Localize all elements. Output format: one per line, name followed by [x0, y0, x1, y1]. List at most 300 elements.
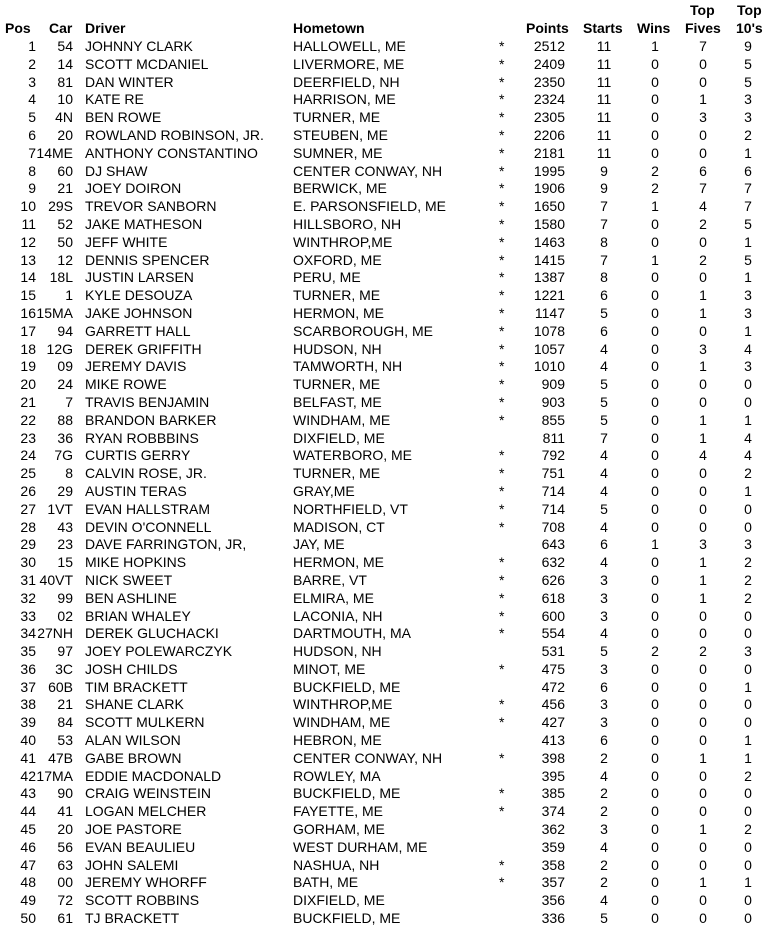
- cell-wins: 0: [651, 269, 659, 286]
- cell-top-fives: 0: [699, 269, 707, 286]
- cell-top-fives: 0: [699, 660, 707, 677]
- cell-wins: 0: [651, 340, 659, 357]
- cell-top-fives: 0: [699, 838, 707, 855]
- cell-car: 15MA: [36, 304, 73, 321]
- table-row: [0, 412, 770, 430]
- cell-driver: SHANE CLARK: [85, 696, 184, 713]
- cell-car: 21: [57, 696, 73, 713]
- cell-pos: 16: [20, 304, 36, 321]
- cell-points: 1221: [533, 287, 565, 304]
- cell-top-fives: 0: [699, 73, 707, 90]
- cell-wins: 0: [651, 376, 659, 393]
- cell-pos: 32: [20, 589, 36, 606]
- cell-top-fives: 4: [699, 198, 707, 215]
- cell-points: 855: [541, 411, 565, 428]
- cell-pos: 9: [28, 180, 36, 197]
- cell-starts: 3: [600, 660, 608, 677]
- cell-points: 1010: [533, 358, 565, 375]
- table-body: [0, 38, 770, 928]
- header-wins: Wins: [637, 20, 671, 36]
- cell-wins: 0: [651, 109, 659, 126]
- cell-top-tens: 0: [744, 803, 752, 820]
- cell-wins: 0: [651, 856, 659, 873]
- cell-mark: *: [499, 589, 505, 606]
- cell-car: 09: [57, 358, 73, 375]
- cell-driver: RYAN ROBBBINS: [85, 429, 199, 446]
- cell-points: 395: [541, 767, 565, 784]
- cell-hometown: DEERFIELD, NH: [293, 73, 400, 90]
- cell-starts: 3: [600, 696, 608, 713]
- cell-pos: 17: [20, 322, 36, 339]
- cell-car: 8: [65, 465, 73, 482]
- cell-car: 20: [57, 126, 73, 143]
- cell-mark: *: [499, 162, 505, 179]
- table-row: [0, 252, 770, 270]
- cell-driver: MIKE ROWE: [85, 376, 167, 393]
- cell-hometown: BUCKFIELD, ME: [293, 910, 401, 927]
- cell-top-tens: 1: [744, 322, 752, 339]
- cell-top-fives: 0: [699, 625, 707, 642]
- table-row: [0, 198, 770, 216]
- cell-wins: 2: [651, 180, 659, 197]
- cell-pos: 6: [28, 126, 36, 143]
- table-row: [0, 109, 770, 127]
- cell-car: 18L: [49, 269, 73, 286]
- cell-top-tens: 2: [744, 821, 752, 838]
- cell-top-fives: 1: [699, 749, 707, 766]
- cell-top-tens: 0: [744, 393, 752, 410]
- cell-starts: 11: [596, 144, 612, 161]
- cell-wins: 0: [651, 714, 659, 731]
- cell-mark: *: [499, 447, 505, 464]
- cell-wins: 0: [651, 393, 659, 410]
- cell-starts: 3: [600, 821, 608, 838]
- cell-points: 626: [541, 571, 565, 588]
- cell-pos: 5: [28, 109, 36, 126]
- cell-top-fives: 6: [699, 162, 707, 179]
- cell-points: 374: [541, 803, 565, 820]
- cell-points: 2181: [533, 144, 565, 161]
- cell-top-tens: 1: [744, 732, 752, 749]
- cell-top-tens: 4: [744, 429, 752, 446]
- cell-hometown: FAYETTE, ME: [293, 803, 383, 820]
- table-row: [0, 785, 770, 803]
- cell-starts: 5: [600, 910, 608, 927]
- cell-car: 29S: [48, 198, 73, 215]
- cell-wins: 0: [651, 518, 659, 535]
- cell-car: 81: [57, 73, 73, 90]
- cell-pos: 19: [20, 358, 36, 375]
- cell-pos: 1: [28, 38, 36, 54]
- cell-pos: 26: [20, 482, 36, 499]
- cell-car: 02: [57, 607, 73, 624]
- cell-points: 2305: [533, 109, 565, 126]
- table-row: [0, 358, 770, 376]
- cell-top-tens: 0: [744, 785, 752, 802]
- cell-starts: 6: [600, 287, 608, 304]
- cell-starts: 4: [600, 767, 608, 784]
- cell-pos: 29: [20, 536, 36, 553]
- cell-points: 1415: [533, 251, 565, 268]
- cell-top-tens: 3: [744, 304, 752, 321]
- table-row: [0, 163, 770, 181]
- cell-mark: *: [499, 696, 505, 713]
- cell-pos: 37: [20, 678, 36, 695]
- cell-pos: 45: [20, 821, 36, 838]
- cell-wins: 0: [651, 874, 659, 891]
- header-starts: Starts: [583, 20, 623, 36]
- header-driver: Driver: [85, 20, 126, 36]
- cell-top-fives: 0: [699, 607, 707, 624]
- cell-points: 2206: [533, 126, 565, 143]
- cell-starts: 9: [600, 162, 608, 179]
- table-row: [0, 519, 770, 537]
- table-row: [0, 803, 770, 821]
- header-top-fives-line1: Top: [690, 2, 715, 18]
- cell-pos: 24: [20, 447, 36, 464]
- cell-hometown: WINDHAM, ME: [293, 411, 391, 428]
- cell-top-fives: 7: [699, 180, 707, 197]
- cell-driver: DEVIN O'CONNELL: [85, 518, 212, 535]
- cell-points: 362: [541, 821, 565, 838]
- cell-top-fives: 0: [699, 714, 707, 731]
- cell-points: 2324: [533, 91, 565, 108]
- cell-wins: 1: [651, 198, 659, 215]
- cell-pos: 47: [20, 856, 36, 873]
- cell-hometown: WINTHROP,ME: [293, 696, 393, 713]
- cell-driver: ANTHONY CONSTANTINO: [85, 144, 258, 161]
- cell-wins: 0: [651, 749, 659, 766]
- cell-car: 60B: [48, 678, 73, 695]
- cell-starts: 4: [600, 554, 608, 571]
- cell-mark: *: [499, 55, 505, 72]
- cell-starts: 11: [596, 91, 612, 108]
- cell-driver: JOEY DOIRON: [85, 180, 182, 197]
- cell-top-tens: 0: [744, 838, 752, 855]
- cell-hometown: SCARBOROUGH, ME: [293, 322, 434, 339]
- cell-points: 600: [541, 607, 565, 624]
- cell-starts: 5: [600, 376, 608, 393]
- cell-driver: BEN ASHLINE: [85, 589, 177, 606]
- cell-points: 1463: [533, 233, 565, 250]
- cell-driver: JUSTIN LARSEN: [85, 269, 194, 286]
- cell-points: 357: [541, 874, 565, 891]
- cell-car: 43: [57, 518, 73, 535]
- cell-driver: SCOTT ROBBINS: [85, 892, 200, 909]
- cell-pos: 30: [20, 554, 36, 571]
- cell-mark: *: [499, 393, 505, 410]
- cell-hometown: HARRISON, ME: [293, 91, 396, 108]
- cell-top-tens: 2: [744, 554, 752, 571]
- cell-pos: 40: [20, 732, 36, 749]
- table-row: [0, 38, 770, 56]
- cell-hometown: WINDHAM, ME: [293, 714, 391, 731]
- cell-pos: 41: [20, 749, 36, 766]
- cell-car: 29: [57, 482, 73, 499]
- table-row: [0, 447, 770, 465]
- table-row: [0, 661, 770, 679]
- cell-points: 1057: [533, 340, 565, 357]
- cell-driver: CALVIN ROSE, JR.: [85, 465, 207, 482]
- cell-points: 472: [541, 678, 565, 695]
- cell-mark: *: [499, 500, 505, 517]
- cell-car: 1: [65, 287, 73, 304]
- cell-starts: 2: [600, 803, 608, 820]
- cell-top-fives: 0: [699, 803, 707, 820]
- header-points: Points: [526, 20, 569, 36]
- cell-driver: JOHNNY CLARK: [85, 38, 193, 54]
- cell-wins: 0: [651, 785, 659, 802]
- cell-wins: 0: [651, 625, 659, 642]
- table-row: [0, 305, 770, 323]
- cell-car: 72: [57, 892, 73, 909]
- cell-wins: 0: [651, 322, 659, 339]
- cell-pos: 42: [20, 767, 36, 784]
- cell-top-fives: 2: [699, 251, 707, 268]
- cell-wins: 1: [651, 251, 659, 268]
- cell-starts: 3: [600, 589, 608, 606]
- table-row: [0, 180, 770, 198]
- cell-top-fives: 2: [699, 215, 707, 232]
- cell-starts: 5: [600, 500, 608, 517]
- cell-points: 398: [541, 749, 565, 766]
- cell-car: 63: [57, 856, 73, 873]
- cell-top-fives: 3: [699, 109, 707, 126]
- table-row: [0, 910, 770, 928]
- table-header: [0, 0, 770, 38]
- cell-top-fives: 0: [699, 910, 707, 927]
- cell-car: 14: [57, 55, 73, 72]
- table-row: [0, 323, 770, 341]
- cell-top-fives: 0: [699, 482, 707, 499]
- cell-starts: 7: [600, 251, 608, 268]
- cell-driver: KYLE DESOUZA: [85, 287, 193, 304]
- cell-points: 2409: [533, 55, 565, 72]
- cell-starts: 2: [600, 749, 608, 766]
- cell-top-tens: 0: [744, 892, 752, 909]
- cell-pos: 10: [20, 198, 36, 215]
- cell-top-fives: 1: [699, 589, 707, 606]
- cell-hometown: BELFAST, ME: [293, 393, 382, 410]
- cell-hometown: MINOT, ME: [293, 660, 366, 677]
- table-row: [0, 625, 770, 643]
- cell-car: 54: [57, 38, 73, 54]
- cell-starts: 6: [600, 322, 608, 339]
- cell-car: 36: [57, 429, 73, 446]
- table-row: [0, 341, 770, 359]
- cell-hometown: JAY, ME: [293, 536, 345, 553]
- cell-mark: *: [499, 714, 505, 731]
- cell-starts: 7: [600, 198, 608, 215]
- cell-driver: GABE BROWN: [85, 749, 182, 766]
- cell-driver: JEREMY WHORFF: [85, 874, 207, 891]
- cell-starts: 4: [600, 340, 608, 357]
- header-top-tens-line1: Top: [737, 2, 762, 18]
- cell-points: 1995: [533, 162, 565, 179]
- cell-points: 1906: [533, 180, 565, 197]
- cell-mark: *: [499, 126, 505, 143]
- cell-points: 554: [541, 625, 565, 642]
- cell-mark: *: [499, 518, 505, 535]
- cell-starts: 7: [600, 215, 608, 232]
- cell-mark: *: [499, 625, 505, 642]
- header-car: Car: [49, 20, 73, 36]
- cell-pos: 36: [20, 660, 36, 677]
- cell-starts: 7: [600, 429, 608, 446]
- cell-starts: 2: [600, 874, 608, 891]
- table-row: [0, 483, 770, 501]
- cell-top-fives: 0: [699, 892, 707, 909]
- table-row: [0, 714, 770, 732]
- table-row: [0, 234, 770, 252]
- cell-driver: EVAN HALLSTRAM: [85, 500, 210, 517]
- cell-car: 27NH: [37, 625, 73, 642]
- cell-mark: *: [499, 180, 505, 197]
- cell-wins: 1: [651, 536, 659, 553]
- cell-wins: 0: [651, 287, 659, 304]
- header-pos: Pos: [5, 20, 31, 36]
- cell-starts: 9: [600, 180, 608, 197]
- cell-pos: 48: [20, 874, 36, 891]
- cell-wins: 0: [651, 55, 659, 72]
- cell-points: 792: [541, 447, 565, 464]
- cell-points: 1387: [533, 269, 565, 286]
- cell-pos: 4: [28, 91, 36, 108]
- cell-wins: 0: [651, 447, 659, 464]
- table-row: [0, 643, 770, 661]
- cell-hometown: MADISON, CT: [293, 518, 385, 535]
- cell-mark: *: [499, 554, 505, 571]
- table-row: [0, 287, 770, 305]
- cell-points: 714: [541, 500, 565, 517]
- cell-top-fives: 0: [699, 376, 707, 393]
- cell-car: 99: [57, 589, 73, 606]
- cell-hometown: HUDSON, NH: [293, 643, 382, 660]
- cell-top-tens: 0: [744, 607, 752, 624]
- cell-top-fives: 3: [699, 536, 707, 553]
- cell-top-fives: 1: [699, 571, 707, 588]
- cell-top-tens: 5: [744, 215, 752, 232]
- header-hometown: Hometown: [293, 20, 365, 36]
- cell-points: 714: [541, 482, 565, 499]
- cell-top-tens: 2: [744, 465, 752, 482]
- table-row: [0, 839, 770, 857]
- cell-driver: BEN ROWE: [85, 109, 162, 126]
- cell-top-fives: 0: [699, 393, 707, 410]
- cell-hometown: TURNER, ME: [293, 287, 381, 304]
- cell-car: 14ME: [36, 144, 73, 161]
- cell-pos: 33: [20, 607, 36, 624]
- cell-top-fives: 3: [699, 340, 707, 357]
- table-row: [0, 127, 770, 145]
- cell-points: 643: [541, 536, 565, 553]
- cell-hometown: GORHAM, ME: [293, 821, 385, 838]
- cell-points: 336: [541, 910, 565, 927]
- cell-driver: LOGAN MELCHER: [85, 803, 207, 820]
- cell-mark: *: [499, 785, 505, 802]
- cell-mark: *: [499, 269, 505, 286]
- table-row: [0, 768, 770, 786]
- cell-pos: 3: [28, 73, 36, 90]
- cell-points: 358: [541, 856, 565, 873]
- cell-car: 24: [57, 376, 73, 393]
- cell-top-tens: 1: [744, 411, 752, 428]
- cell-pos: 11: [21, 215, 36, 232]
- cell-mark: *: [499, 144, 505, 161]
- cell-hometown: TURNER, ME: [293, 465, 381, 482]
- cell-mark: *: [499, 198, 505, 215]
- table-row: [0, 590, 770, 608]
- cell-hometown: WATERBORO, ME: [293, 447, 412, 464]
- cell-pos: 23: [20, 429, 36, 446]
- cell-top-tens: 0: [744, 660, 752, 677]
- cell-starts: 11: [596, 109, 612, 126]
- cell-driver: JEREMY DAVIS: [85, 358, 187, 375]
- cell-mark: *: [499, 465, 505, 482]
- cell-points: 475: [541, 660, 565, 677]
- cell-points: 903: [541, 393, 565, 410]
- cell-car: 50: [57, 233, 73, 250]
- cell-driver: DJ SHAW: [85, 162, 148, 179]
- cell-top-tens: 3: [744, 358, 752, 375]
- cell-hometown: E. PARSONSFIELD, ME: [293, 198, 446, 215]
- cell-car: 47B: [48, 749, 73, 766]
- cell-car: 15: [57, 554, 73, 571]
- cell-points: 456: [541, 696, 565, 713]
- cell-top-fives: 0: [699, 144, 707, 161]
- cell-top-fives: 0: [699, 678, 707, 695]
- cell-car: 4N: [55, 109, 73, 126]
- cell-car: 10: [57, 91, 73, 108]
- cell-car: 7G: [54, 447, 73, 464]
- cell-top-tens: 2: [744, 571, 752, 588]
- cell-wins: 0: [651, 304, 659, 321]
- cell-points: 1650: [533, 198, 565, 215]
- cell-top-tens: 7: [744, 198, 752, 215]
- cell-pos: 12: [20, 233, 36, 250]
- cell-hometown: HEBRON, ME: [293, 732, 382, 749]
- cell-pos: 31: [20, 571, 36, 588]
- cell-top-tens: 2: [744, 126, 752, 143]
- cell-starts: 2: [600, 785, 608, 802]
- cell-driver: BRANDON BARKER: [85, 411, 217, 428]
- table-row: [0, 750, 770, 768]
- cell-starts: 3: [600, 571, 608, 588]
- cell-mark: *: [499, 874, 505, 891]
- cell-top-fives: 0: [699, 500, 707, 517]
- cell-points: 632: [541, 554, 565, 571]
- cell-top-tens: 3: [744, 287, 752, 304]
- table-row: [0, 536, 770, 554]
- table-row: [0, 376, 770, 394]
- table-row: [0, 554, 770, 572]
- cell-car: 94: [57, 322, 73, 339]
- cell-points: 708: [541, 518, 565, 535]
- cell-starts: 8: [600, 269, 608, 286]
- cell-hometown: PERU, ME: [293, 269, 361, 286]
- cell-pos: 39: [20, 714, 36, 731]
- cell-top-fives: 0: [699, 126, 707, 143]
- cell-car: 21: [57, 180, 73, 197]
- cell-driver: TRAVIS BENJAMIN: [85, 393, 210, 410]
- cell-mark: *: [499, 607, 505, 624]
- cell-hometown: TAMWORTH, NH: [293, 358, 403, 375]
- cell-mark: *: [499, 411, 505, 428]
- cell-wins: 0: [651, 91, 659, 108]
- cell-starts: 6: [600, 732, 608, 749]
- cell-car: 40VT: [39, 571, 73, 588]
- cell-top-fives: 1: [699, 554, 707, 571]
